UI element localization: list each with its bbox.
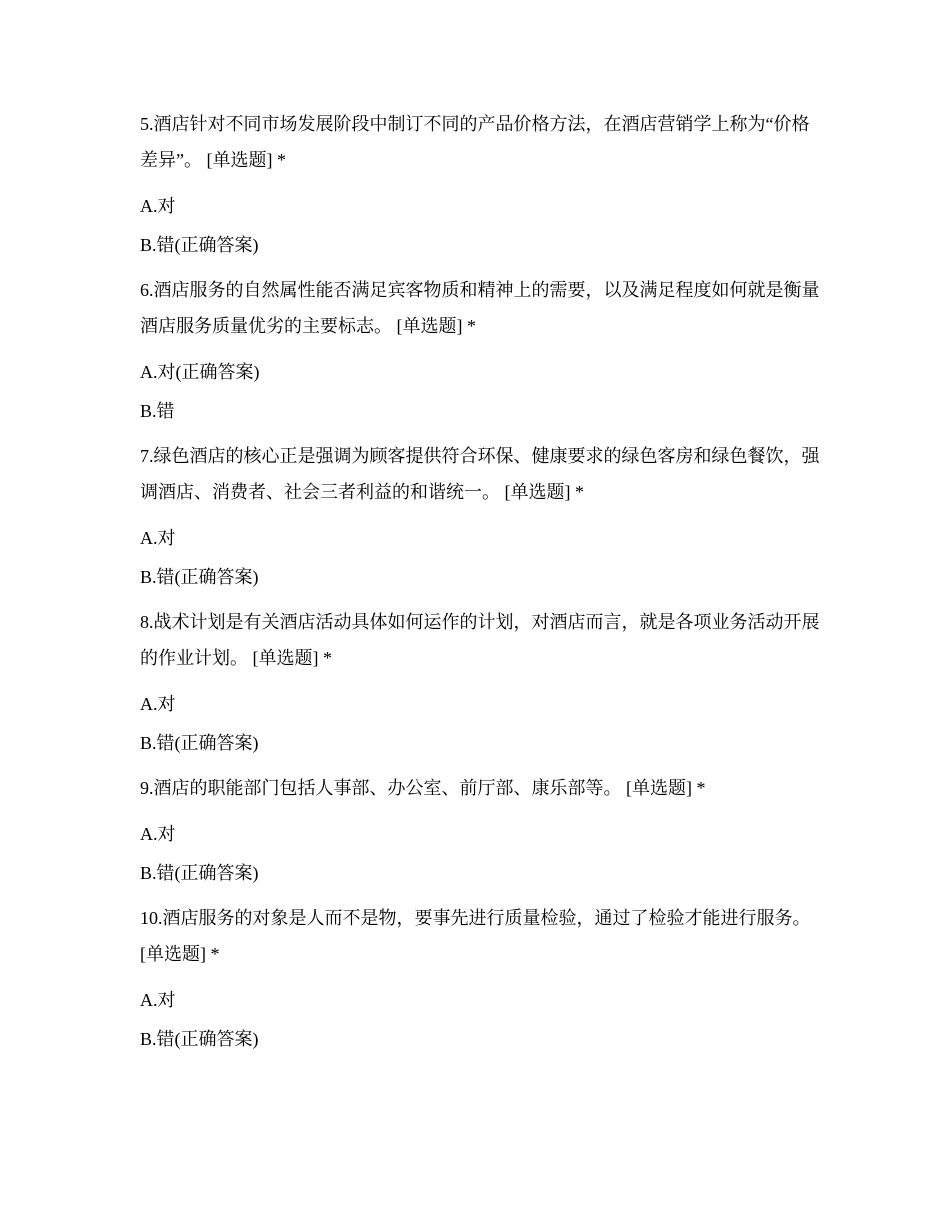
question-5 bbox=[140, 106, 820, 257]
option-a: A.对 bbox=[140, 528, 176, 548]
question-8 bbox=[140, 604, 820, 755]
question-10 bbox=[140, 900, 820, 1051]
question-text: 8.战术计划是有关酒店活动具体如何运作的计划，对酒店而言，就是各项业务活动开展的作业计划。 [单选题] * bbox=[140, 612, 820, 668]
question-text: 6.酒店服务的自然属性能否满足宾客物质和精神上的需要，以及满足程度如何就是衡量酒店服务质量优劣的主要标志。 [单选题] * bbox=[140, 280, 820, 336]
question-text: 5.酒店针对不同市场发展阶段中制订不同的产品价格方法，在酒店营销学上称为“价格差异”。 [单选题] * bbox=[140, 114, 810, 170]
question-text: 10.酒店服务的对象是人而不是物，要事先进行质量检验，通过了检验才能进行服务。 [单选题] * bbox=[140, 908, 811, 964]
question-6 bbox=[140, 272, 820, 423]
question-list bbox=[140, 106, 820, 1066]
option-a: A.对 bbox=[140, 824, 176, 844]
option-b: B.错(正确答案) bbox=[140, 567, 259, 587]
option-b: B.错(正确答案) bbox=[140, 1029, 259, 1049]
option-b: B.错 bbox=[140, 401, 175, 421]
option-a: A.对 bbox=[140, 196, 176, 216]
question-7 bbox=[140, 438, 820, 589]
option-b: B.错(正确答案) bbox=[140, 733, 259, 753]
option-b: B.错(正确答案) bbox=[140, 235, 259, 255]
option-a: A.对 bbox=[140, 694, 176, 714]
question-text: 7.绿色酒店的核心正是强调为顾客提供符合环保、健康要求的绿色客房和绿色餐饮，强调酒店、消费者、社会三者利益的和谐统一。 [单选题] * bbox=[140, 446, 820, 502]
question-9 bbox=[140, 770, 820, 885]
option-a: A.对(正确答案) bbox=[140, 362, 260, 382]
option-b: B.错(正确答案) bbox=[140, 863, 259, 883]
option-a: A.对 bbox=[140, 990, 176, 1010]
question-text: 9.酒店的职能部门包括人事部、办公室、前厅部、康乐部等。 [单选题] * bbox=[140, 778, 706, 798]
